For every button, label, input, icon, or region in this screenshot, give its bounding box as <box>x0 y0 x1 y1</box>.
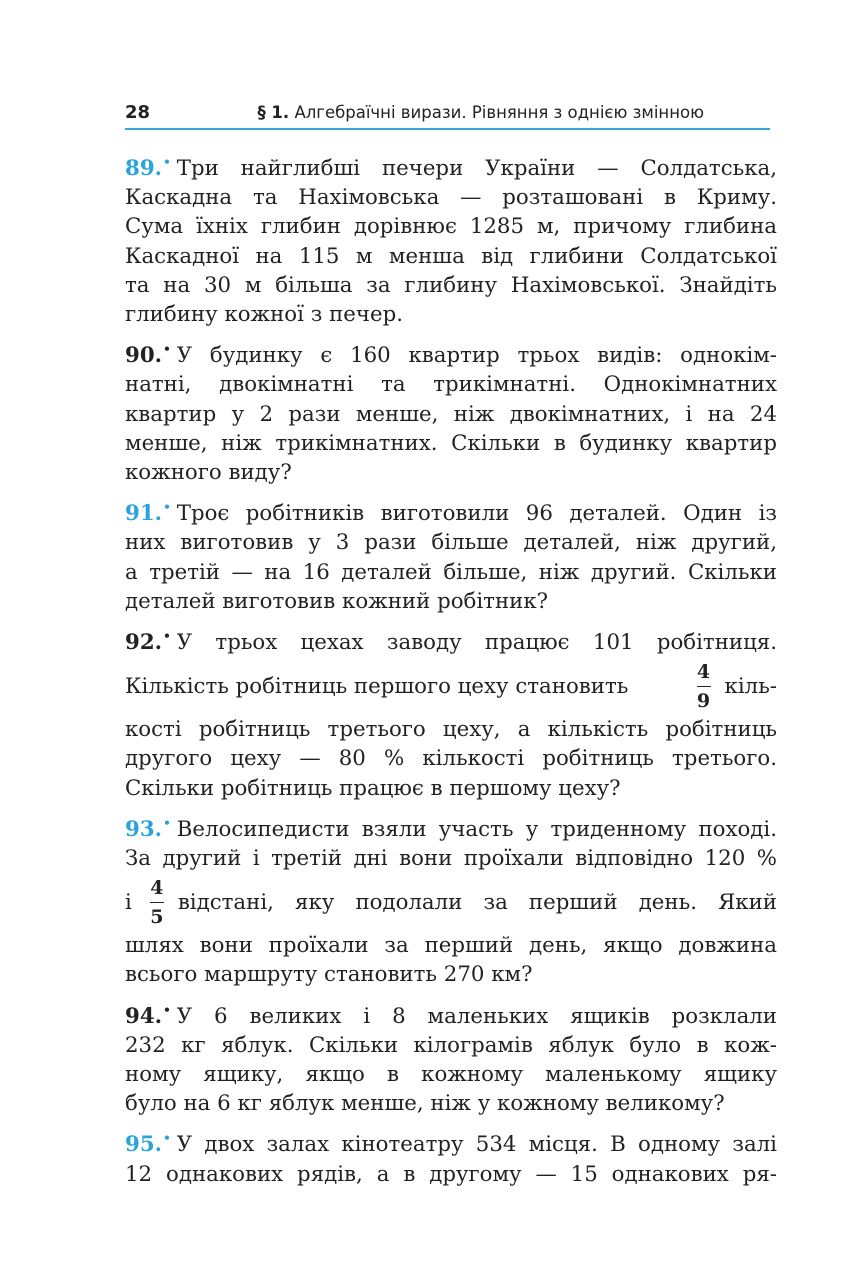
fraction-bar <box>150 902 164 904</box>
difficulty-dot-icon: • <box>163 815 171 830</box>
fraction <box>697 661 711 713</box>
fraction-line <box>125 657 777 715</box>
difficulty-dot-icon: • <box>163 342 171 357</box>
problem-text-line: Троє робітників виготовили 96 деталей. Один із <box>176 501 777 527</box>
fraction-bar <box>697 686 711 688</box>
problem-text-line: У двох залах кінотеатру 534 місця. В одному залі <box>176 1132 777 1158</box>
problem-text-line: Скільки робітниць працює в першому цеху? <box>125 775 621 801</box>
difficulty-dot-icon: • <box>163 629 171 644</box>
problem-text-line: Три найглибші печери України — Солдатська, <box>176 156 777 181</box>
problem-number: 90. <box>125 343 163 369</box>
difficulty-dot-icon: • <box>163 1131 171 1146</box>
fraction-denominator: 9 <box>696 690 711 712</box>
problem-text-line: Сума їхніх глибин дорівнює 1285 м, причому глибина <box>125 214 777 240</box>
section-title <box>257 103 704 122</box>
problem-text: кіль- <box>724 673 777 699</box>
problem-number: 93. <box>125 816 163 842</box>
problem-92 <box>125 622 777 803</box>
fraction-denominator: 5 <box>150 906 164 929</box>
difficulty-dot-icon: • <box>163 1002 171 1017</box>
problem-95 <box>125 1124 777 1188</box>
problem-text-line: кості робітниць третього цеху, а кількість робітниць <box>125 717 777 743</box>
problem-94 <box>125 996 777 1119</box>
problem-text-line: 232 кг яблук. Скільки кілограмів яблук було в кож- <box>125 1032 777 1058</box>
page-header <box>125 100 770 130</box>
difficulty-dot-icon: • <box>163 500 171 515</box>
problem-text-line: Велосипедисти взяли участь у триденному поході. <box>176 816 777 842</box>
problem-text-line: та на 30 м більша за глибину Нахімовської. Знайдіть <box>125 272 777 298</box>
problem-number: 95. <box>125 1132 163 1158</box>
problem-text: і <box>125 889 132 915</box>
problem-text-line: квартир у 2 рази менше, ніж двокімнатних, і на 24 <box>125 401 777 427</box>
problem-text-line: другого цеху — 80 % кількості робітниць третього. <box>125 746 777 772</box>
problem-text-line: За другий і третій дні вони проїхали відповідно 120 % <box>125 846 777 872</box>
problem-text: відстані, яку подолали за перший день. Який <box>177 889 777 915</box>
problem-90 <box>125 335 777 487</box>
problem-93 <box>125 809 777 990</box>
problem-text-line: кожного виду? <box>125 460 292 486</box>
fraction-line <box>125 873 777 931</box>
problem-text-line: глибину кожної з печер. <box>125 302 403 328</box>
problem-text-line: У будинку є 160 квартир трьох видів: однокім- <box>176 343 777 369</box>
problem-text-line: У трьох цехах заводу працює 101 робітниця. <box>176 630 777 656</box>
problem-text-line: натні, двокімнатні та трикімнатні. Однокімнатних <box>125 372 777 398</box>
problem-text-line: шлях вони проїхали за перший день, якщо довжина <box>125 933 777 959</box>
section-prefix: § 1. <box>257 103 290 122</box>
header-rule <box>125 128 770 130</box>
difficulty-dot-icon: • <box>163 155 171 169</box>
problem-text-line: менше, ніж трикімнатних. Скільки в будинку квартир <box>125 430 777 456</box>
problem-text-line: всього маршруту становить 270 км? <box>125 962 533 988</box>
problem-text-line: Каскадна та Нахімовська — розташовані в Криму. <box>125 185 777 211</box>
problem-text-line: У 6 великих і 8 маленьких ящиків розклали <box>176 1003 777 1029</box>
problem-number: 92. <box>125 630 163 656</box>
problem-text-line: деталей виготовив кожний робітник? <box>125 588 549 614</box>
problem-text-line: а третій — на 16 деталей більше, ніж другий. Скільки <box>125 559 777 585</box>
problem-text-line: Каскадної на 115 м менша від глибини Солдатської <box>125 243 777 269</box>
fraction-numerator: 4 <box>696 660 711 683</box>
problem-list <box>125 148 777 1195</box>
problem-89 <box>125 148 777 329</box>
problem-text: Кількість робітниць першого цеху становить <box>125 673 629 699</box>
problem-text-line: 12 однакових рядів, а в другому — 15 однакових ря- <box>125 1161 777 1187</box>
problem-91 <box>125 493 777 616</box>
section-title-text: Алгебраїчні вирази. Рівняння з однією змінною <box>294 103 704 122</box>
problem-text-line: ному ящику, якщо в кожному маленькому ящику <box>125 1062 777 1088</box>
problem-text-line: них виготовив у 3 рази більше деталей, ніж другий, <box>125 530 777 556</box>
fraction <box>150 877 164 929</box>
page-number: 28 <box>125 102 151 123</box>
problem-number: 94. <box>125 1003 163 1029</box>
problem-text-line: було на 6 кг яблук менше, ніж у кожному великому? <box>125 1091 725 1117</box>
fraction-numerator: 4 <box>150 876 164 899</box>
problem-number: 91. <box>125 501 163 527</box>
problem-number: 89. <box>125 156 163 181</box>
